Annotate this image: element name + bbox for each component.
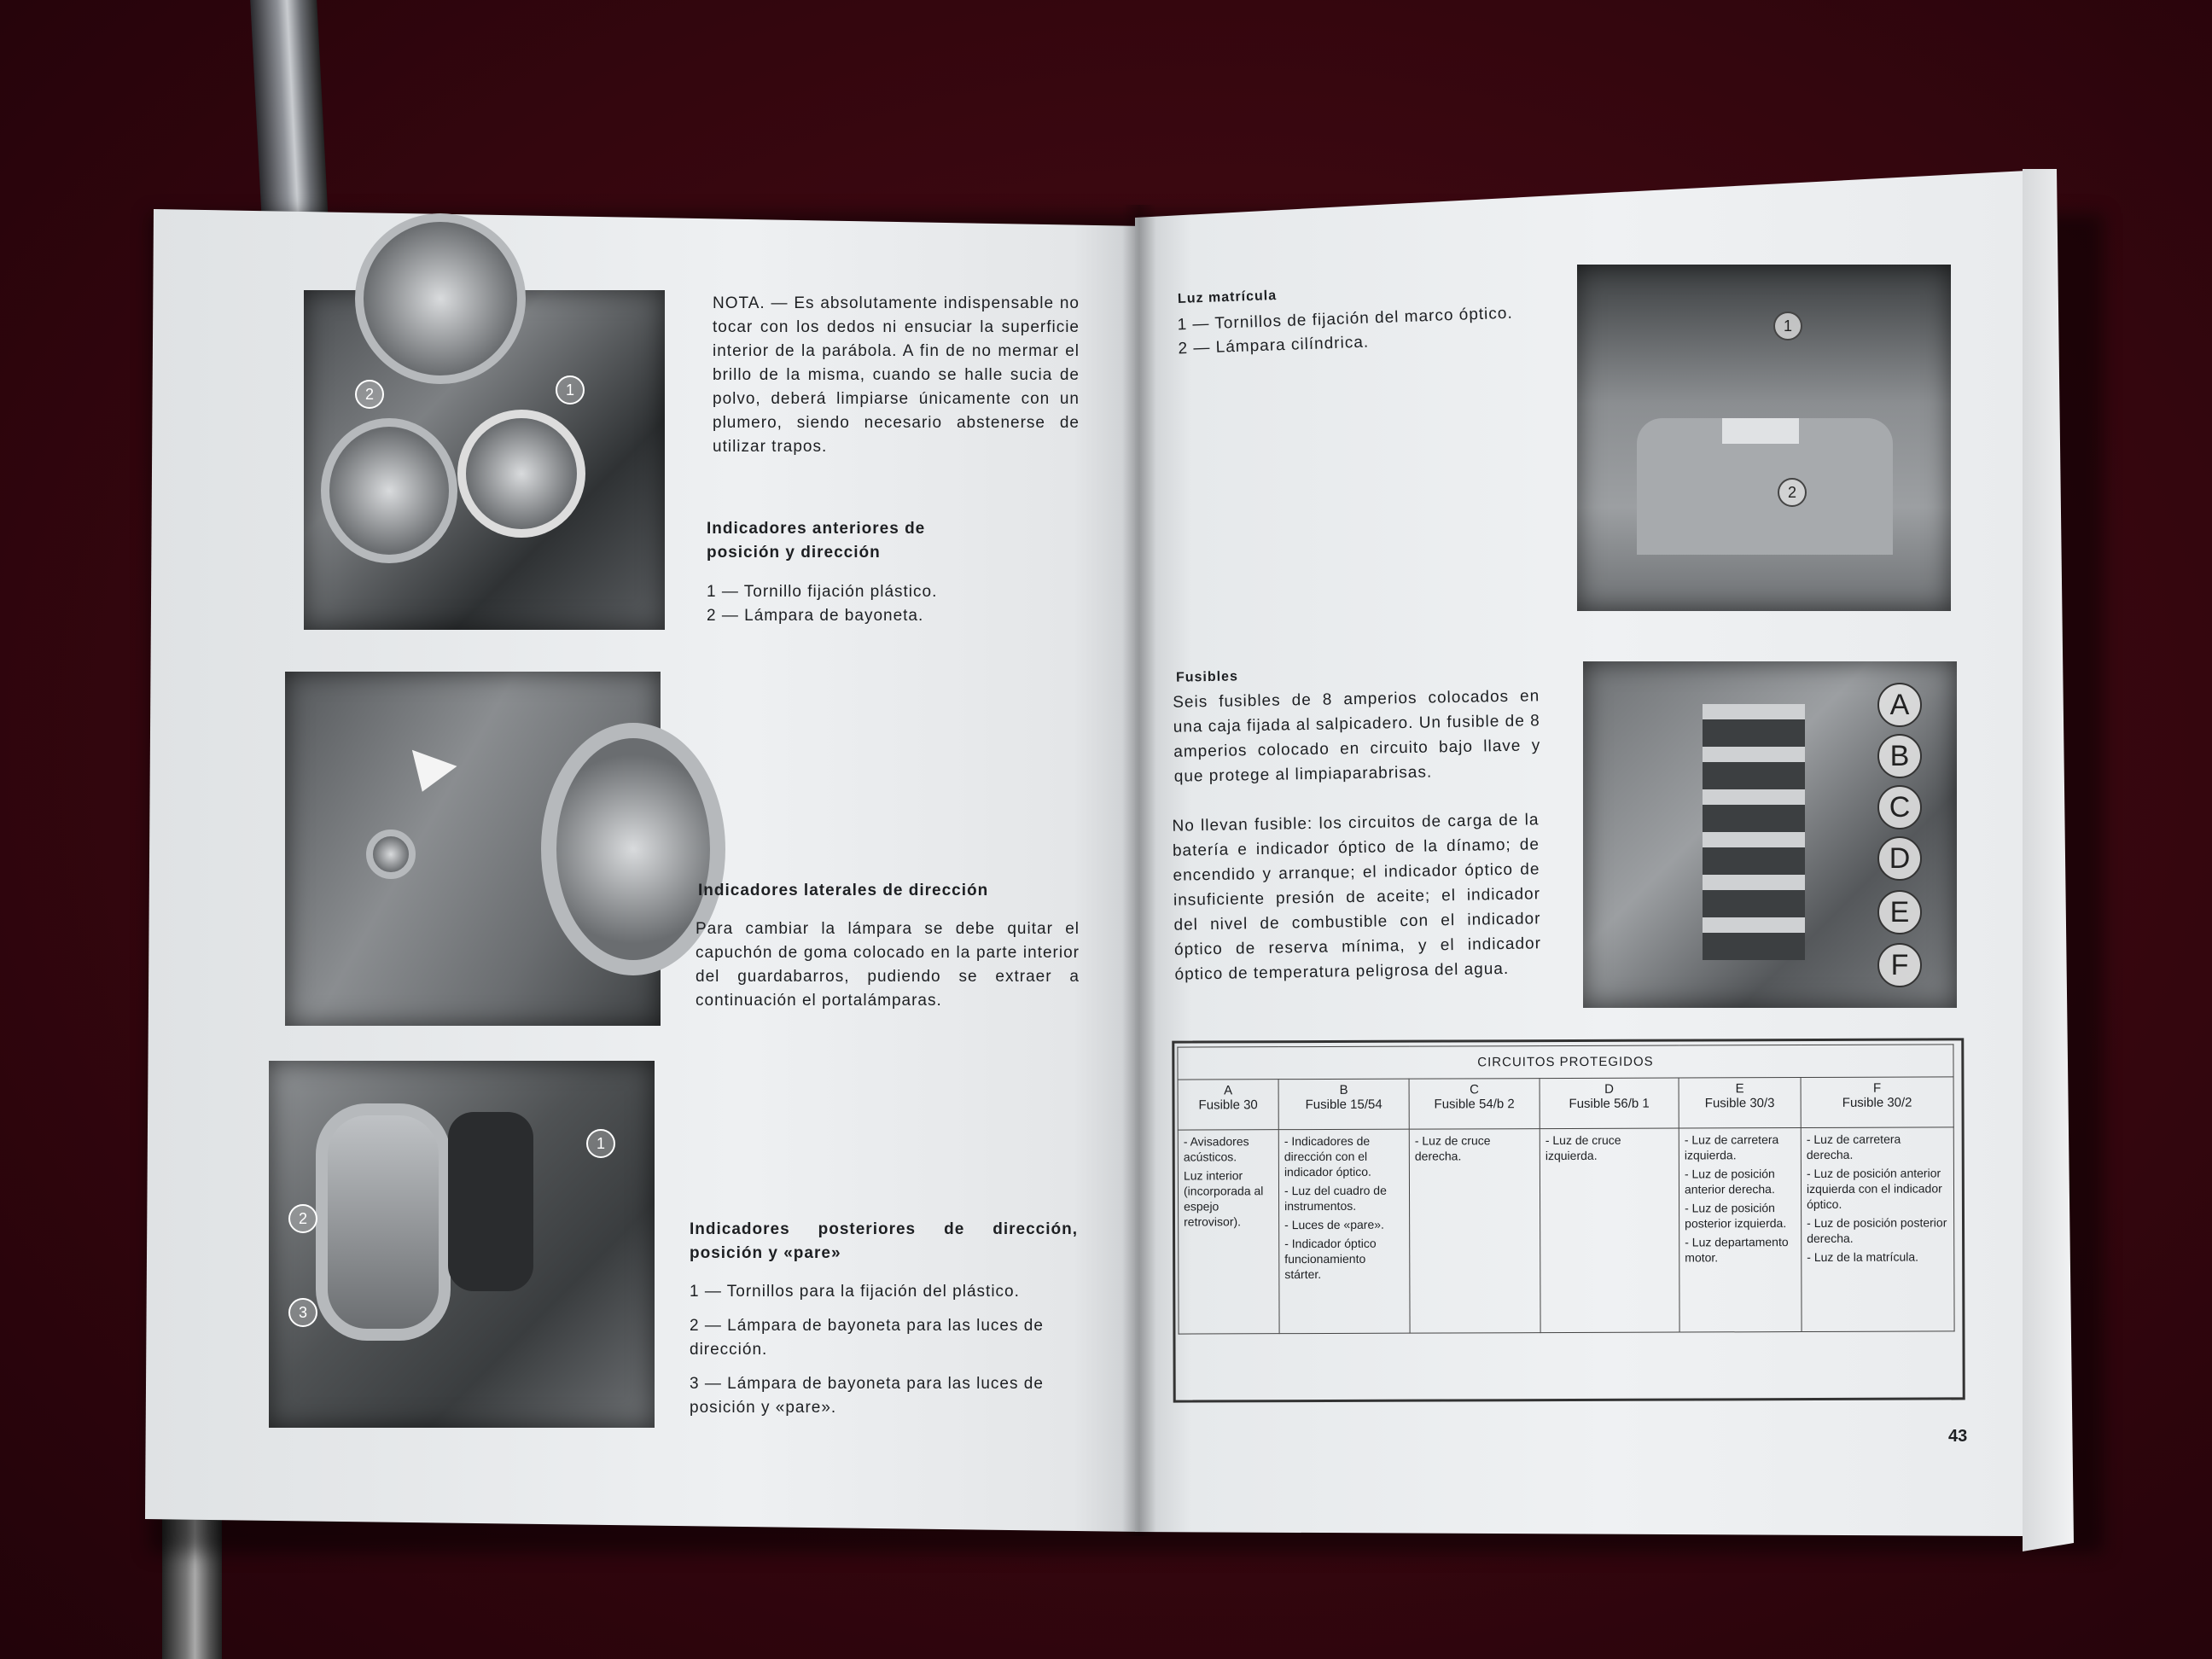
table-caption: CIRCUITOS PROTEGIDOS <box>1178 1045 1953 1080</box>
table-header-A: A Fusible 30 <box>1178 1080 1278 1130</box>
callout-2: 2 <box>288 1204 317 1233</box>
arrow-icon <box>400 750 457 800</box>
photo-front-indicator <box>304 290 665 630</box>
table-cell-B: - Indicadores de dirección con el indicador óptico. - Luz del cuadro de instrumentos. - Luces de «pare». - Indicador óptico funcionamiento stárter. <box>1278 1129 1410 1334</box>
list-item: 3 — Lámpara de bayoneta para las luces de posición y «pare». <box>690 1375 1044 1417</box>
table-header-E: E Fusible 30/3 <box>1679 1078 1801 1128</box>
table-cell-E: - Luz de carretera izquierda. - Luz de posición anterior derecha. - Luz de posición posterior izquierda. - Luz departamento motor. <box>1679 1128 1802 1332</box>
sec1-title: Indicadores anteriores de posición y dirección <box>707 520 926 562</box>
callout-3: 3 <box>288 1298 317 1327</box>
callout-C: C <box>1877 785 1922 830</box>
callout-1: 1 <box>556 375 585 405</box>
list-item: 1 — Tornillo fijación plástico. <box>707 583 938 601</box>
callout-2: 2 <box>355 380 384 409</box>
metal-rod <box>250 0 329 222</box>
photo-license-plate-light <box>1577 265 1951 611</box>
sec3-title: Indicadores posteriores de dirección, posición y «pare» <box>690 1220 1078 1262</box>
callout-B: B <box>1877 734 1922 778</box>
sec3-list <box>690 1280 1078 1420</box>
callout-2: 2 <box>1778 478 1807 507</box>
callout-D: D <box>1877 836 1922 881</box>
list-item: 1 — Tornillos de fijación del marco óptico. <box>1177 304 1514 335</box>
table-header-C: C Fusible 54/b 2 <box>1409 1079 1540 1130</box>
callout-F: F <box>1877 943 1922 987</box>
luz-title: Luz matrícula <box>1177 288 1278 307</box>
table-header-D: D Fusible 56/b 1 <box>1540 1078 1679 1129</box>
photo-side-indicator <box>285 672 661 1026</box>
table-cell-A: - Avisadores acústicos. Luz interior (incorporada al espejo retrovisor). <box>1178 1130 1279 1334</box>
photo-fuse-box <box>1583 661 1957 1008</box>
table-cell-C: - Luz de cruce derecha. <box>1409 1129 1540 1334</box>
callout-1: 1 <box>1773 311 1802 341</box>
table-header-F: F Fusible 30/2 <box>1801 1077 1953 1128</box>
nota-paragraph: NOTA. — Es absolutamente indispensable no tocar con los dedos ni ensuciar la superficie interior de la parábola. A fin de no mermar el brillo de la misma, cuando se halle sucia de polvo, deberá limpiarse únicamente con un plumero, siendo necesario abstenerse de utilizar trapos. <box>713 294 1080 456</box>
table-cell-F: - Luz de carretera derecha. - Luz de posición anterior izquierda con el indicador óptico. - Luz de posición posterior derecha. - Luz de la matrícula. <box>1801 1127 1954 1332</box>
sec2-title: Indicadores laterales de dirección <box>698 882 989 899</box>
fusibles-paragraph-2: No llevan fusible: los circuitos de carga de la batería e indicador óptico de la dínamo; de encendido y arranque; el indicador óptico de insuficiente presión de aceite; el indicador del nivel de combustible con el indicador óptico de reserva mínima, y el indicador óptico de temperatura peligrosa del agua. <box>1172 811 1542 984</box>
sec1-list <box>707 580 1014 628</box>
table-header-B: B Fusible 15/54 <box>1278 1079 1409 1130</box>
list-item: 2 — Lámpara cilíndrica. <box>1178 333 1370 358</box>
table-cell-D: - Luz de cruce izquierda. <box>1540 1128 1679 1333</box>
callout-A: A <box>1877 683 1922 727</box>
callout-E: E <box>1877 890 1922 934</box>
list-item: 2 — Lámpara de bayoneta para las luces de dirección. <box>690 1317 1044 1359</box>
fusibles-title: Fusibles <box>1175 669 1239 685</box>
sec2-paragraph: Para cambiar la lámpara se debe quitar el capuchón de goma colocado en la parte interior del guardabarros, pudiendo se extraer a continuación el portalámparas. <box>696 920 1080 1010</box>
list-item: 2 — Lámpara de bayoneta. <box>707 607 924 625</box>
callout-1: 1 <box>586 1129 615 1158</box>
list-item: 1 — Tornillos para la fijación del plástico. <box>690 1283 1020 1301</box>
book-gutter <box>1122 205 1156 1536</box>
protected-circuits-table <box>1177 1044 1954 1334</box>
page-number: 43 <box>1948 1427 1968 1446</box>
photo-rear-indicator <box>269 1061 655 1428</box>
fusibles-paragraph-1: Seis fusibles de 8 amperios colocados en una caja fijada al salpicadero. Un fusible de 8 amperios colocado en circuito bajo llave y que protege al limpiaparabrisas. <box>1173 687 1541 786</box>
